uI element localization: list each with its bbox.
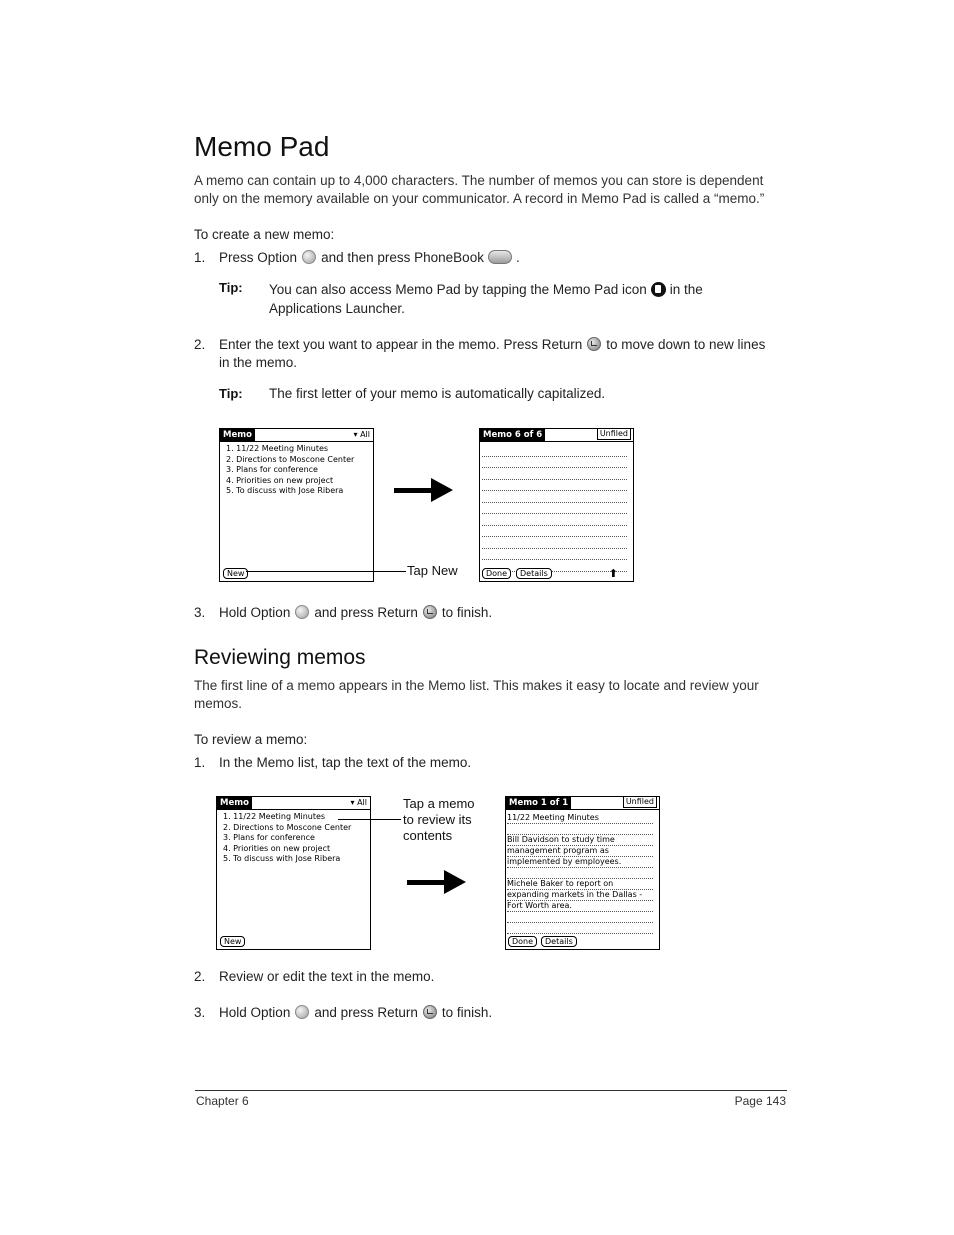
memo-edit-title: Memo 6 of 6 — [480, 429, 545, 441]
tip-label: Tip: — [219, 386, 243, 401]
return-button-icon — [587, 337, 601, 351]
memo-text-line: Bill Davidson to study time — [507, 835, 653, 846]
category-picker[interactable]: ▾ All — [350, 798, 367, 807]
section-heading-reviewing: Reviewing memos — [194, 646, 366, 669]
memo-list-item[interactable]: 2. Directions to Moscone Center — [226, 454, 355, 464]
step-number: 2. — [194, 969, 206, 984]
memo-text-line: Michele Baker to report on — [507, 879, 653, 890]
memo-list-screen — [219, 428, 374, 582]
arrow-shaft — [407, 880, 447, 885]
memo-text-area[interactable] — [482, 445, 627, 572]
step-number: 1. — [194, 250, 206, 265]
tip-text: The first letter of your memo is automatically capitalized. — [269, 386, 606, 401]
footer-rule — [195, 1090, 787, 1091]
details-button[interactable]: Details — [541, 936, 577, 947]
memo-text-line — [507, 923, 653, 934]
callout-line-text: contents — [403, 828, 453, 843]
step-number: 3. — [194, 1005, 206, 1020]
step-text: Review or edit the text in the memo. — [219, 969, 435, 984]
step-number: 3. — [194, 605, 206, 620]
title-rule — [506, 809, 659, 810]
step-1 — [194, 250, 520, 265]
memo-text-line — [507, 912, 653, 923]
tip-text — [269, 280, 789, 318]
callout-line-text: to review its — [403, 812, 472, 827]
callout-line-text: Tap a memo — [403, 796, 475, 811]
category-picker[interactable]: Unfiled — [597, 429, 631, 440]
category-picker[interactable]: ▾ All — [353, 430, 370, 439]
done-button[interactable]: Done — [508, 936, 537, 947]
memo-text-line: management program as — [507, 846, 653, 857]
review-step-1 — [194, 755, 471, 770]
step-number: 1. — [194, 755, 206, 770]
step-text: to move down to new lines — [606, 337, 766, 352]
review-step-3 — [194, 1005, 492, 1020]
memo-list-title: Memo — [220, 429, 255, 441]
details-button[interactable]: Details — [516, 568, 552, 579]
category-picker[interactable]: Unfiled — [623, 797, 657, 808]
arrow-right-icon — [431, 478, 453, 502]
tip-text-part: in the — [669, 282, 703, 297]
new-button[interactable]: New — [220, 936, 245, 947]
phonebook-button-icon — [488, 250, 512, 264]
memo-text-line — [507, 868, 653, 879]
memo-list-item[interactable]: 1. 11/22 Meeting Minutes — [226, 444, 329, 453]
step-text: and press Return — [314, 1005, 418, 1020]
intro-paragraph: A memo can contain up to 4,000 characters. The number of memos you can store is dependent only on the memory available on your communicator. A record in Memo Pad is called a “memo.” — [194, 173, 765, 206]
option-button-icon — [295, 605, 309, 619]
memo-text-line — [507, 824, 653, 835]
step-text: to finish. — [441, 605, 493, 620]
memo-edit-screen — [479, 428, 634, 582]
step-text: Hold Option — [219, 1005, 291, 1020]
memo-text-line: 11/22 Meeting Minutes — [507, 813, 653, 824]
memo-list-item[interactable]: 4. Priorities on new project — [223, 843, 331, 853]
step-2 — [194, 336, 786, 372]
title-rule — [480, 441, 633, 442]
memo-list-item[interactable]: 1. 11/22 Meeting Minutes — [223, 812, 326, 821]
step-text: Hold Option — [219, 605, 291, 620]
arrow-right-icon — [444, 870, 466, 894]
tip-text-part: You can also access Memo Pad by tapping the Memo Pad icon — [269, 282, 647, 297]
callout-line — [338, 819, 401, 820]
step-text: and then press PhoneBook — [321, 250, 484, 265]
title-rule — [220, 441, 373, 442]
tip-label: Tip: — [219, 280, 243, 295]
step-3 — [194, 605, 492, 620]
callout-tap-memo — [403, 796, 475, 844]
memo-text-area[interactable] — [507, 813, 653, 934]
done-button[interactable]: Done — [482, 568, 511, 579]
footer-chapter: Chapter 6 — [196, 1094, 249, 1108]
arrow-shaft — [394, 488, 434, 493]
memo-view-screen — [505, 796, 660, 950]
memo-list-item[interactable]: 4. Priorities on new project — [226, 475, 334, 485]
memo-list — [223, 812, 351, 865]
procedure-heading-create: To create a new memo: — [194, 227, 335, 242]
memo-list-title: Memo — [217, 797, 252, 809]
memo-text-line: implemented by employees. — [507, 857, 653, 868]
memo-list-item[interactable]: 2. Directions to Moscone Center — [223, 822, 352, 832]
memo-text-line: expanding markets in the Dallas - — [507, 890, 653, 901]
memo-list-item[interactable]: 3. Plans for conference — [223, 833, 315, 842]
step-text: . — [515, 250, 520, 265]
procedure-heading-review: To review a memo: — [194, 732, 308, 747]
memo-pad-icon — [651, 282, 666, 297]
step-text: In the Memo list, tap the text of the memo. — [219, 755, 472, 770]
return-button-icon — [423, 605, 437, 619]
memo-text-line: Fort Worth area. — [507, 901, 653, 912]
memo-list — [226, 444, 354, 497]
step-text: and press Return — [314, 605, 418, 620]
step-text: to finish. — [441, 1005, 493, 1020]
shift-indicator-icon: ⬆ — [608, 567, 618, 580]
option-button-icon — [302, 250, 316, 264]
page-title: Memo Pad — [194, 131, 330, 162]
step-text: Enter the text you want to appear in the memo. Press Return — [219, 337, 583, 352]
review-step-2 — [194, 969, 434, 984]
callout-line — [246, 571, 406, 572]
step-number: 2. — [194, 337, 206, 352]
option-button-icon — [295, 1005, 309, 1019]
new-button[interactable]: New — [223, 568, 248, 579]
memo-view-title: Memo 1 of 1 — [506, 797, 571, 809]
step-text: Press Option — [219, 250, 298, 265]
memo-list-item[interactable]: 5. To discuss with Jose Ribera — [226, 486, 344, 495]
tip-text-part: Applications Launcher. — [269, 301, 405, 316]
memo-list-item[interactable]: 3. Plans for conference — [226, 465, 318, 474]
review-intro: The first line of a memo appears in the Memo list. This makes it easy to locate and review your memos. — [194, 678, 759, 711]
step-text: in the memo. — [219, 355, 298, 370]
footer-page-number: Page 143 — [734, 1094, 786, 1108]
memo-list-item[interactable]: 5. To discuss with Jose Ribera — [223, 854, 341, 863]
title-rule — [217, 809, 370, 810]
callout-tap-new: Tap New — [407, 563, 458, 578]
return-button-icon — [423, 1005, 437, 1019]
